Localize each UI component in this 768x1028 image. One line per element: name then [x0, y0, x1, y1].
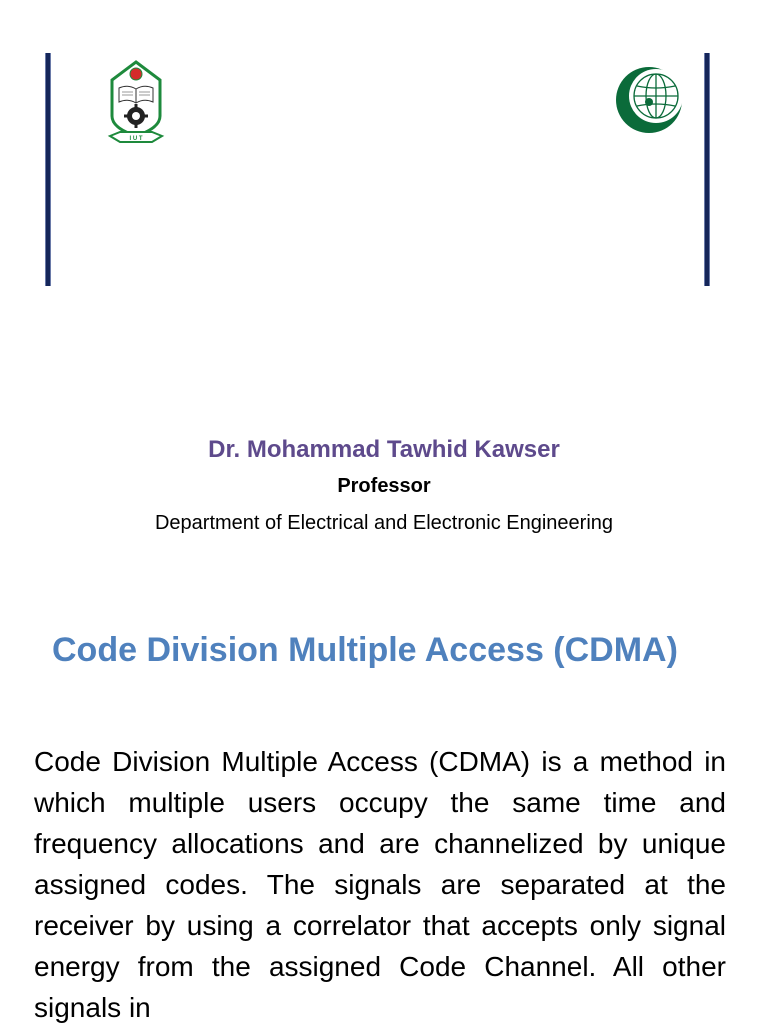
oic-globe-crescent-logo — [614, 66, 684, 134]
author-name: Dr. Mohammad Tawhid Kawser — [208, 436, 560, 463]
author-title: Professor — [337, 475, 431, 497]
iut-crest-logo — [106, 58, 166, 148]
right-frame-bar — [704, 53, 710, 286]
body-paragraph: Code Division Multiple Access (CDMA) is a method in which multiple users occupy the same time and frequency allocations and are channelized by unique assigned codes. The signals are separated at the receiver by using a correlator that accepts only signal energy from the assigned Code Channel. All other signals in — [34, 746, 726, 1023]
author-block — [0, 432, 768, 542]
iut-crest-caption: I U T — [129, 136, 143, 142]
slide-title: Code Division Multiple Access (CDMA) — [52, 631, 678, 669]
author-department: Department of Electrical and Electronic Engineering — [154, 512, 614, 534]
left-frame-bar — [45, 53, 51, 286]
